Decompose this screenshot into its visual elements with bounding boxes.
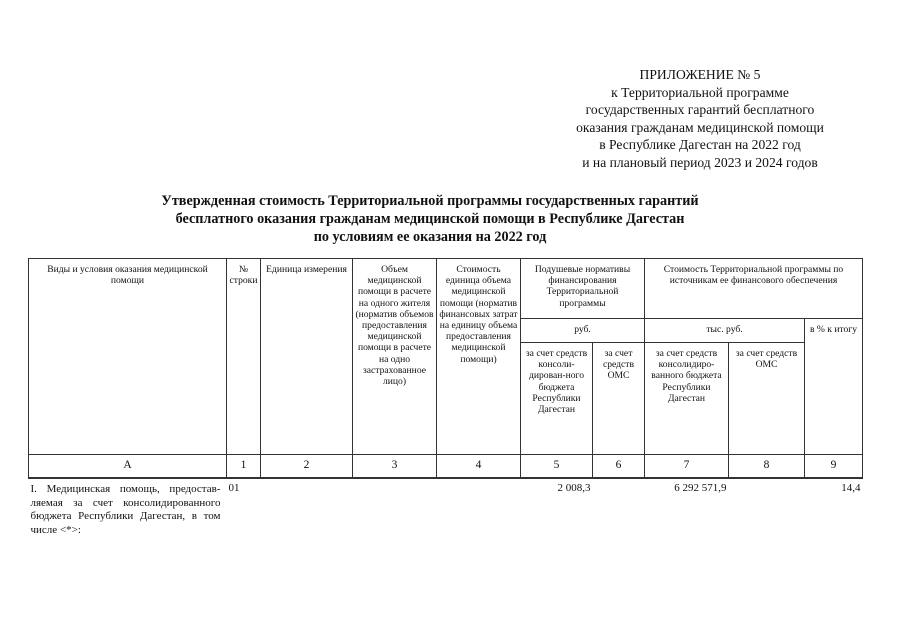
column-number: 8 — [729, 455, 805, 479]
column-number: 9 — [805, 455, 863, 479]
appendix-line-1: ПРИЛОЖЕНИЕ № 5 — [639, 67, 761, 82]
header-program-cost: Стоимость Территориальной программы по источникам ее финансового обеспечения — [645, 259, 863, 319]
column-number: 3 — [353, 455, 437, 479]
title-line-2: бесплатного оказания гражданам медицинской помощи в Республике Дагестан — [175, 211, 685, 227]
header-consolidated-budget: за счет средств консоли-дирован-ного бюджета Республики Дагестан — [521, 343, 593, 455]
header-oms: за счет средств ОМС — [593, 343, 645, 455]
appendix-line-4: оказания гражданам медицинской помощи — [576, 119, 824, 135]
header-unit: Единица измерения — [261, 259, 353, 455]
table-row — [29, 478, 863, 537]
header-volume: Объем медицинской помощи в расчете на одного жителя (норматив объемов предоставления медицинской помощи в расчете на одно застрахованное лицо) — [353, 259, 437, 455]
header-percent-total: в % к итогу — [805, 319, 863, 455]
cost-table — [28, 258, 863, 537]
row-per-capita-oms — [593, 478, 645, 537]
row-number: 01 — [228, 482, 240, 494]
header-cost: Стоимость единица объема медицинской помощи (норматив финансовых затрат на единицу объема предоставления медицинской помощи) — [437, 259, 521, 455]
header-per-capita: Подушевые нормативы финансирования Территориальной программы — [521, 259, 645, 319]
column-number-row — [29, 455, 863, 479]
row-percent: 14,4 — [841, 482, 861, 494]
row-total-oms — [729, 478, 805, 537]
row-volume — [353, 478, 437, 537]
column-number: 2 — [261, 455, 353, 479]
column-number: 7 — [645, 455, 729, 479]
column-number: 5 — [521, 455, 593, 479]
row-unit — [261, 478, 353, 537]
column-number: А — [29, 455, 227, 479]
appendix-line-6: и на плановый период 2023 и 2024 годов — [582, 154, 818, 170]
column-number: 6 — [593, 455, 645, 479]
appendix-line-2: к Территориальной программе — [611, 84, 789, 100]
appendix-line-5: в Республике Дагестан на 2022 год — [599, 137, 801, 152]
appendix-block — [500, 66, 900, 171]
header-oms-2: за счет средств ОМС — [729, 343, 805, 455]
column-number: 4 — [437, 455, 521, 479]
appendix-line-3: государственных гарантий бесплатного — [585, 102, 815, 117]
header-unit-thousand-rub: тыс. руб. — [645, 319, 805, 343]
header-unit-rub: руб. — [521, 319, 645, 343]
header-consolidated-budget-2: за счет средств консолидиро-ванного бюджета Республики Дагестан — [645, 343, 729, 455]
header-row-no: № строки — [227, 259, 261, 455]
title-line-3: по условиям ее оказания на 2022 год — [313, 229, 547, 245]
header-kind: Виды и условия оказания медицинской помощи — [29, 259, 227, 455]
row-description: I. Медицинская помощь, предостав-ляемая за счет консолидированного бюджета Республики Дагестан, в том числе <*>: — [30, 483, 221, 536]
title-line-1: Утвержденная стоимость Территориальной программы государственных гарантий — [161, 193, 699, 209]
row-total-budget: 6 292 571,9 — [674, 482, 727, 494]
row-cost — [437, 478, 521, 537]
column-number: 1 — [227, 455, 261, 479]
document-title — [60, 192, 800, 246]
row-per-capita-budget: 2 008,3 — [557, 482, 591, 494]
